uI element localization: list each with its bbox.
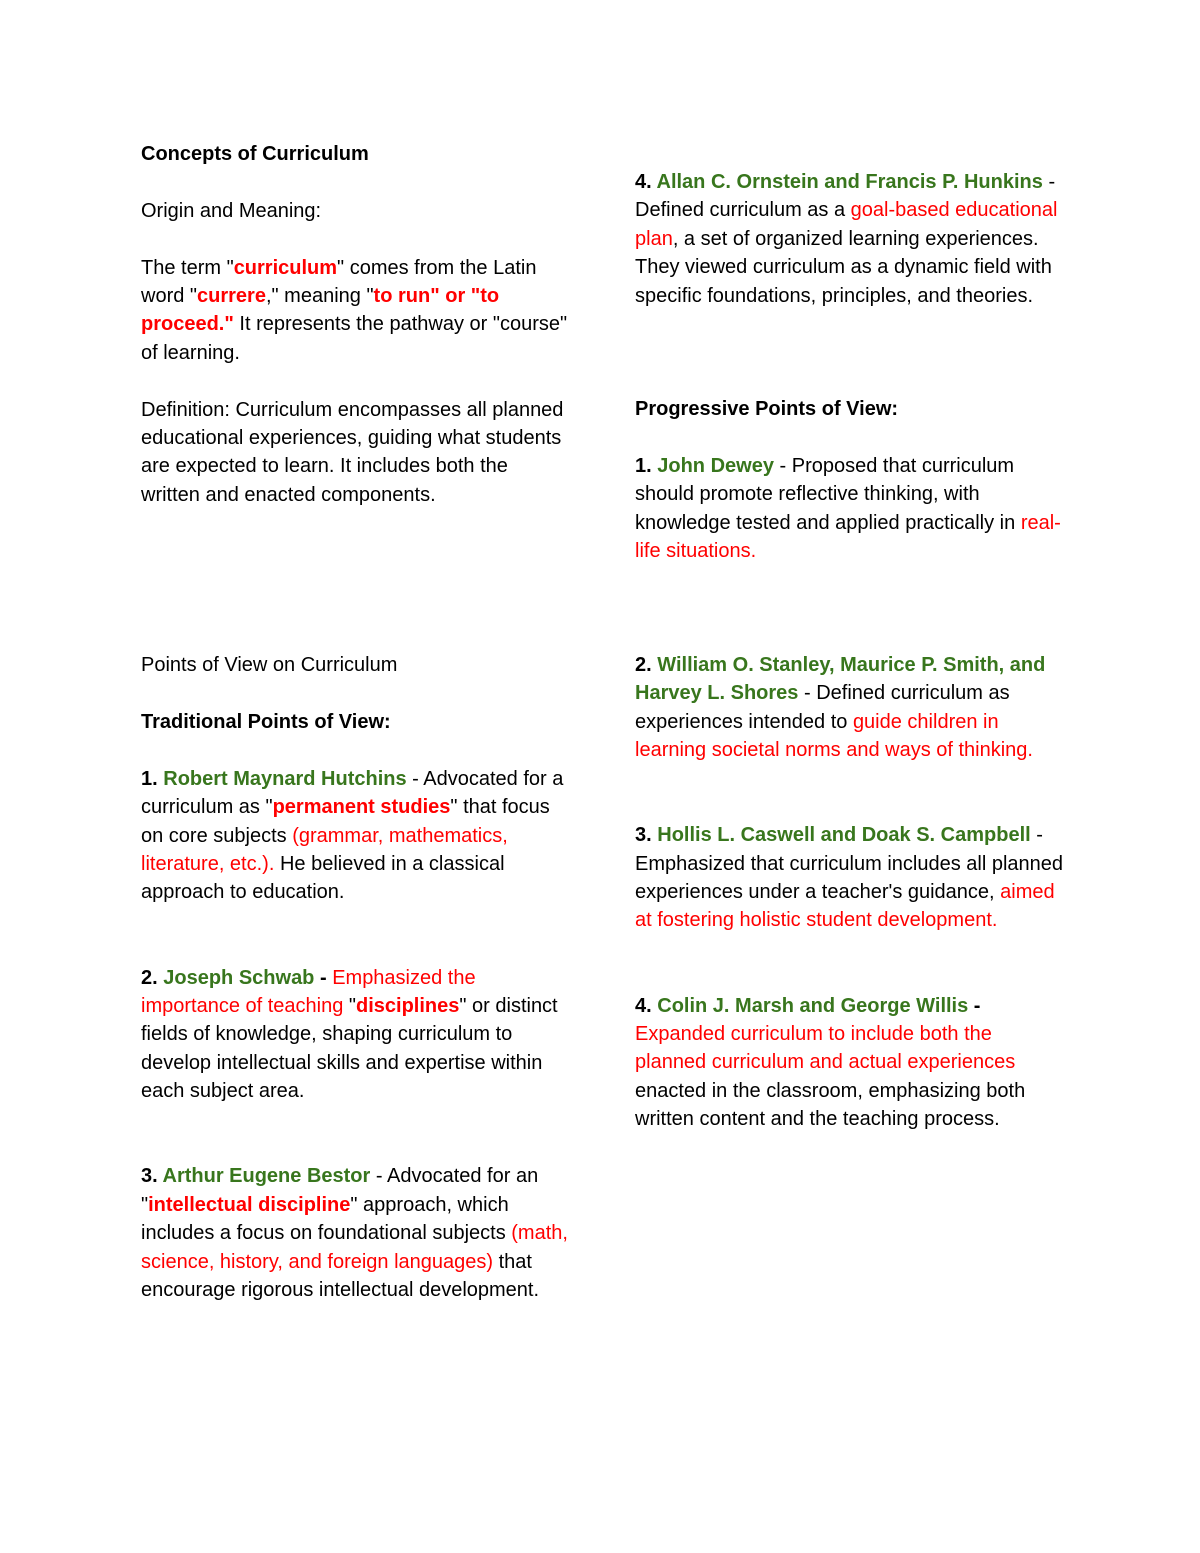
item-number: 3. <box>141 1165 163 1188</box>
term-currere: currere <box>197 285 266 307</box>
highlight-text: (math, science, history, and foreign languages) <box>141 1222 568 1273</box>
definition-paragraph: Definition: Curriculum encompasses all planned educational experiences, guiding what students are expected to learn. It includes both the written and enacted components. <box>141 398 564 506</box>
text: The term " <box>141 256 234 279</box>
text: It represents the pathway or "course" of learning. <box>141 313 568 364</box>
highlight-term: permanent studies <box>272 796 451 819</box>
text: " comes from the Latin word " <box>141 256 537 307</box>
text: ," meaning " <box>265 285 374 307</box>
highlight-text: aimed at fostering holistic student development. <box>635 881 1055 932</box>
origin-heading: Origin and Meaning: <box>141 199 322 222</box>
hutchins-paragraph <box>141 765 571 907</box>
highlight-text: Emphasized the importance of teaching <box>141 966 476 1018</box>
item-number: 2. <box>635 653 658 676</box>
left-column <box>141 140 571 1305</box>
caswell-paragraph <box>635 821 1065 935</box>
text: - Advocated for a curriculum as " <box>141 767 564 819</box>
item-number: 4. <box>635 171 657 193</box>
text: " <box>343 995 356 1018</box>
highlight-text: (grammar, mathematics, literature, etc.). <box>141 824 508 876</box>
dewey-paragraph <box>635 452 1065 566</box>
bestor-paragraph <box>141 1162 571 1304</box>
schwab-paragraph <box>141 964 571 1106</box>
points-heading: Points of View on Curriculum <box>141 654 398 677</box>
author-name: John Dewey <box>657 455 774 478</box>
term-curriculum: curriculum <box>233 256 338 279</box>
item-number: 2. <box>141 966 164 989</box>
text: - Advocated for an " <box>141 1165 539 1216</box>
highlight-term: disciplines <box>356 995 460 1018</box>
author-name: Robert Maynard Hutchins <box>163 767 407 790</box>
text: " that focus on core subjects <box>141 796 550 847</box>
item-number: 4. <box>635 994 658 1017</box>
item-number: 1. <box>635 455 658 478</box>
text: - Defined curriculum as experiences intended to <box>635 682 1010 733</box>
text: - <box>314 966 333 989</box>
author-name: Joseph Schwab <box>163 966 315 989</box>
highlight-text: guide children in learning societal norms and ways of thinking. <box>635 710 1033 762</box>
author-name: Allan C. Ornstein and Francis P. Hunkins <box>656 171 1043 193</box>
highlight-text: real-life situations. <box>635 511 1061 563</box>
text: - Proposed that curriculum should promote reflective thinking, with knowledge tested and applied practically in <box>635 455 1021 534</box>
author-name: William O. Stanley, Maurice P. Smith, and Harvey L. Shores <box>635 653 1046 705</box>
highlight-text: Expanded curriculum to include both the planned curriculum and actual experiences <box>635 1023 1016 1074</box>
text: He believed in a classical approach to education. <box>141 853 505 904</box>
stanley-paragraph <box>635 651 1065 765</box>
text: - Defined curriculum as a <box>635 171 1056 222</box>
text: - Emphasized that curriculum includes all planned experiences under a teacher's guidance, <box>635 824 1064 904</box>
ornstein-paragraph <box>635 168 1065 310</box>
item-number: 1. <box>141 767 164 790</box>
term-meaning: to run" or "to proceed." <box>141 285 500 336</box>
highlight-term: intellectual discipline <box>148 1193 351 1216</box>
author-name: Hollis L. Caswell and Doak S. Campbell <box>657 824 1031 847</box>
document-title: Concepts of Curriculum <box>141 143 369 165</box>
author-name: Colin J. Marsh and George Willis <box>657 994 969 1017</box>
highlight-text: goal-based educational plan <box>635 199 1058 250</box>
author-name: Arthur Eugene Bestor <box>162 1165 371 1188</box>
marsh-paragraph <box>635 992 1065 1134</box>
text: - <box>968 994 981 1017</box>
text: , a set of organized learning experiences. They viewed curriculum as a dynamic field with specific foundations, principles, and theories. <box>635 227 1052 307</box>
text: that encourage rigorous intellectual development. <box>141 1250 540 1302</box>
origin-paragraph <box>141 254 571 368</box>
text: " or distinct fields of knowledge, shaping curriculum to develop intellectual skills and expertise within each subject area. <box>141 995 558 1103</box>
progressive-heading: Progressive Points of View: <box>635 398 899 421</box>
traditional-heading: Traditional Points of View: <box>141 711 391 734</box>
text: enacted in the classroom, emphasizing both written content and the teaching process. <box>635 1079 1026 1131</box>
text: " approach, which includes a focus on foundational subjects <box>141 1193 512 1245</box>
right-column <box>635 168 1065 1134</box>
item-number: 3. <box>635 824 658 847</box>
